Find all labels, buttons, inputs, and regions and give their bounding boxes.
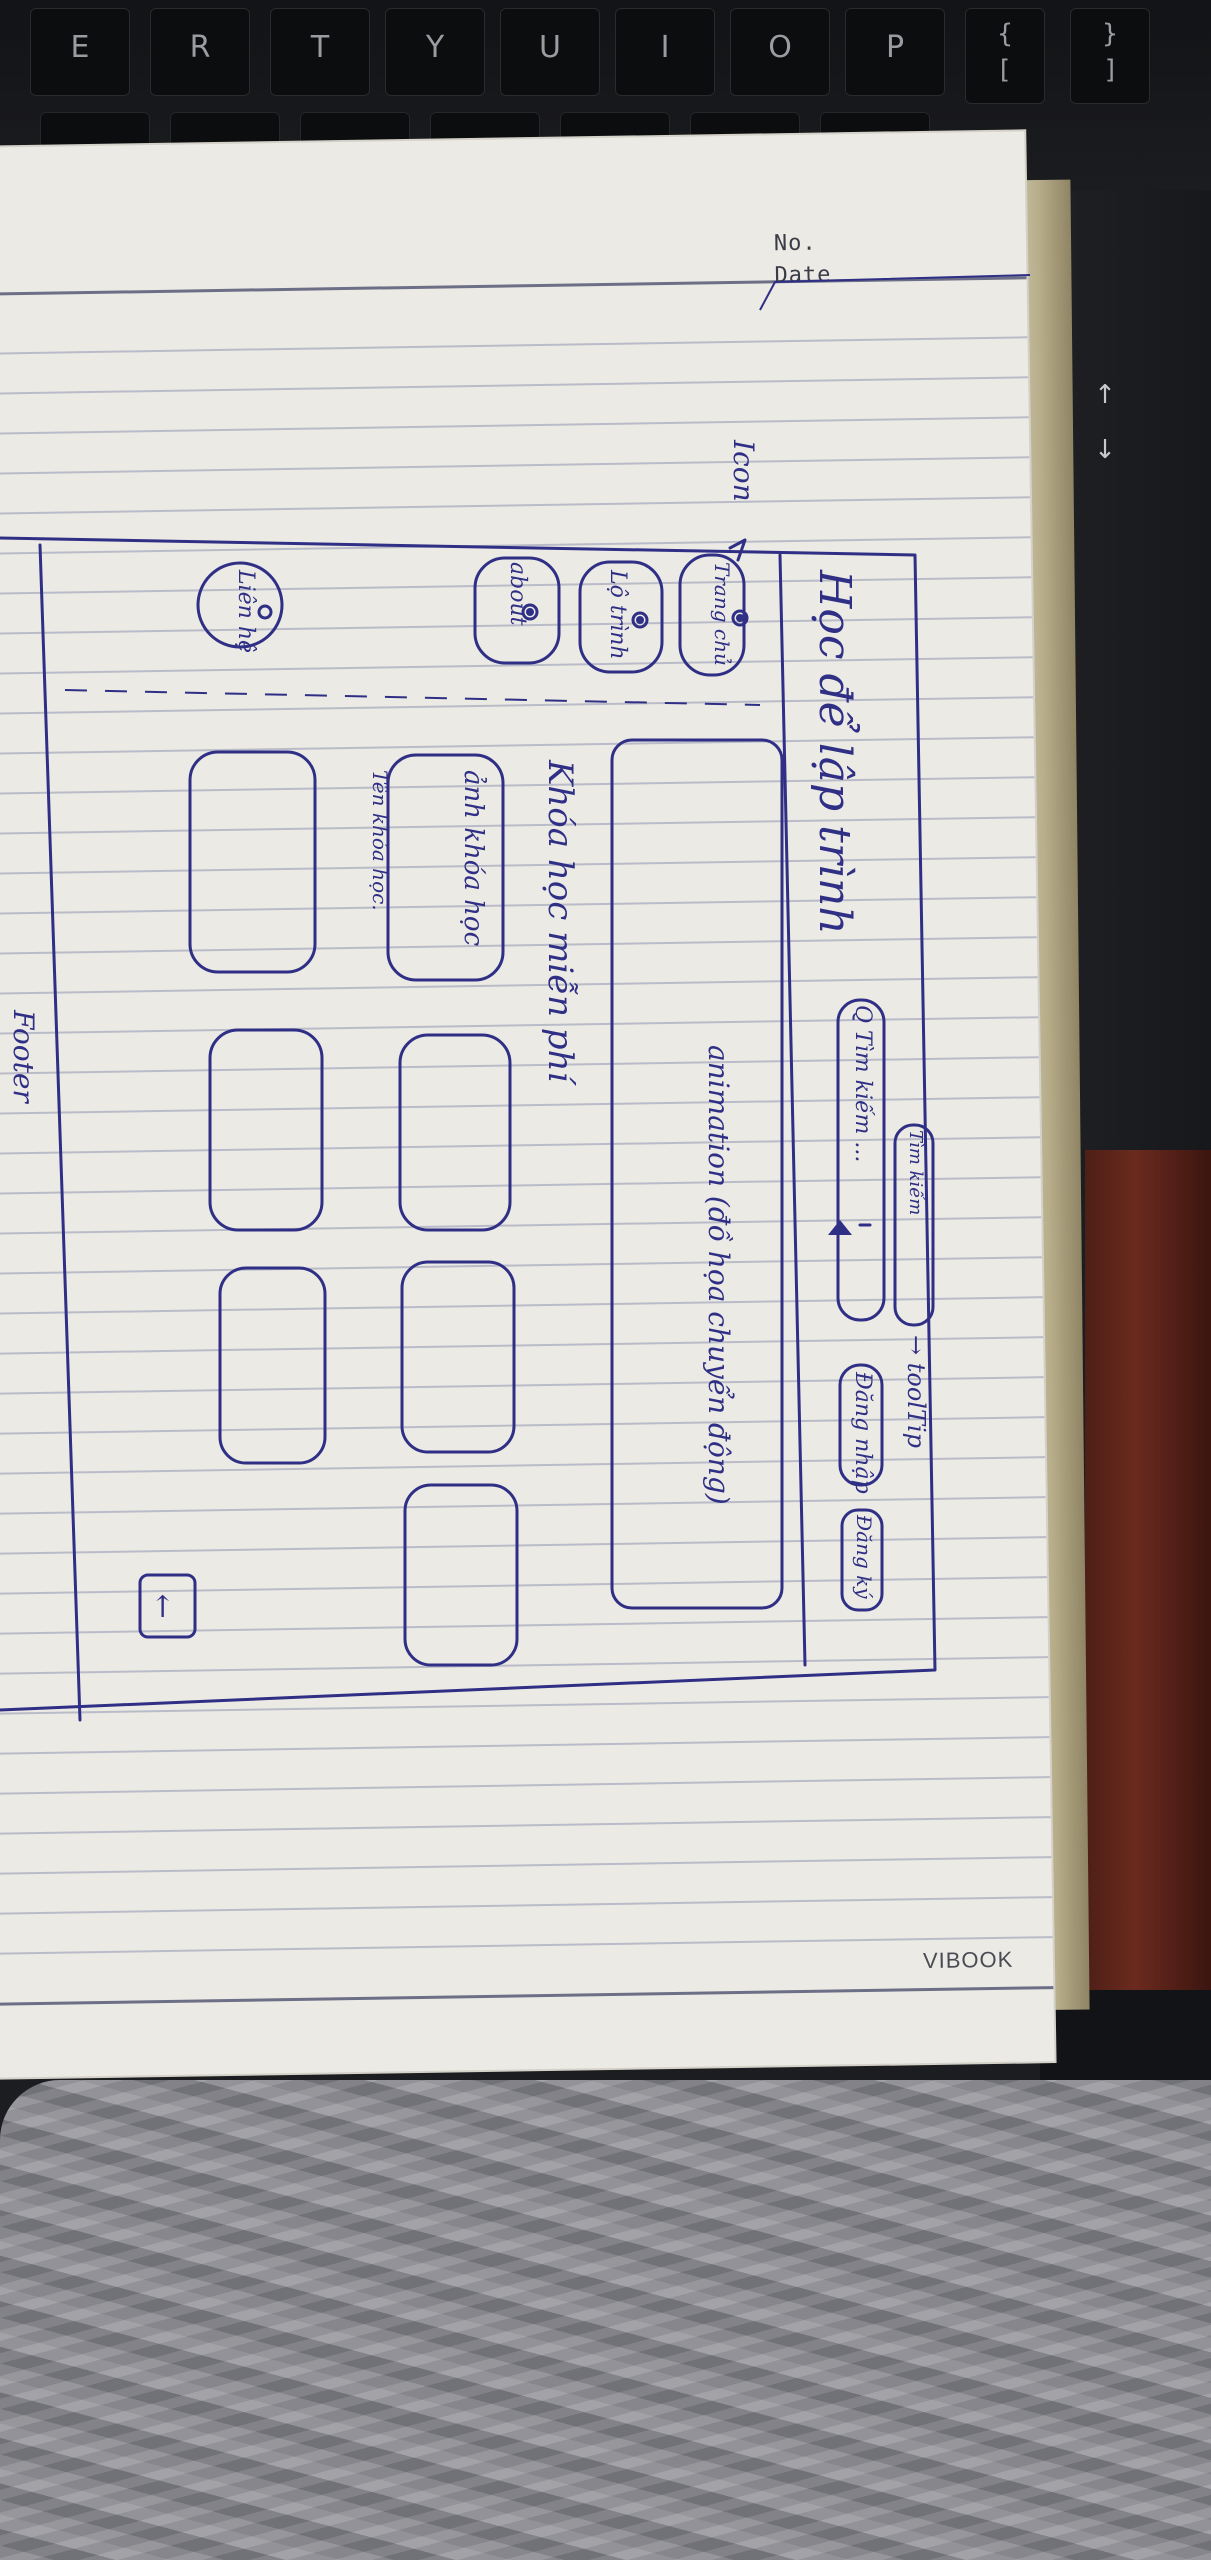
arrow-down-key: ↓ [1094,435,1116,465]
key-o: O [730,8,830,96]
course-card [400,1035,510,1230]
login-button[interactable]: Đăng nhập [850,1372,875,1494]
key-p: P [845,8,945,96]
date-label: Date [774,262,832,289]
support-icon [259,606,271,618]
search-tooltip: Tìm kiếm [905,1130,926,1216]
course-image-label: ảnh khóa học [458,770,488,947]
site-title: Học để lập trình [809,570,860,935]
roadmap-icon-dot [636,616,644,624]
hero-animation-label: animation (đồ họa chuyển động) [702,1045,735,1505]
key-r: R [150,8,250,96]
support-button[interactable]: Liên hệ [233,570,258,654]
key-i: I [615,8,715,96]
arrow-up-key: ↑ [1094,380,1116,410]
course-card [220,1268,325,1463]
key-bracket-left-label: [ [999,55,1011,85]
tooltip-note: → toolTip [902,1335,930,1449]
key-brace-right-label: } [1101,19,1119,49]
fabric-foreground [0,2080,1211,2560]
nav-item-roadmap[interactable]: Lộ trình [605,570,630,660]
course-card [402,1262,514,1452]
register-button[interactable]: Đăng ký [852,1515,876,1599]
course-card [190,752,315,972]
icon-pointer-arrow [730,540,745,560]
key-u: U [500,8,600,96]
search-box[interactable]: Q Tìm kiếm ... [850,1005,875,1163]
key-brace-left-label: { [996,19,1014,49]
icon-note: Icon [727,440,760,502]
course-card [210,1030,322,1230]
course-name-label: Tên khóa học. [368,770,392,911]
header-divider-line [780,555,805,1665]
no-label: No. [773,230,817,257]
back-to-top-icon[interactable]: ↑ [150,1590,176,1625]
nav-separator [65,690,760,705]
page-frame [0,538,935,1710]
nav-item-about[interactable]: about [505,562,530,626]
key-bracket-right-label: ] [1104,55,1116,85]
footer-label: Footer [7,1010,40,1103]
brand-logo: VIBOOK [922,1946,1014,1974]
key-y: Y [385,8,485,96]
key-t: T [270,8,370,96]
footer-divider-line [40,545,80,1720]
home-icon-dot [736,614,744,622]
hero-animation-box [612,740,782,1608]
course-card [405,1485,517,1665]
nav-item-home[interactable]: Trang chủ [710,562,734,666]
section-title: Khóa học miễn phí [540,760,580,1083]
tooltip-arrow-icon [828,1220,852,1235]
key-e: E [30,8,130,96]
date-tab-line [760,275,1030,310]
